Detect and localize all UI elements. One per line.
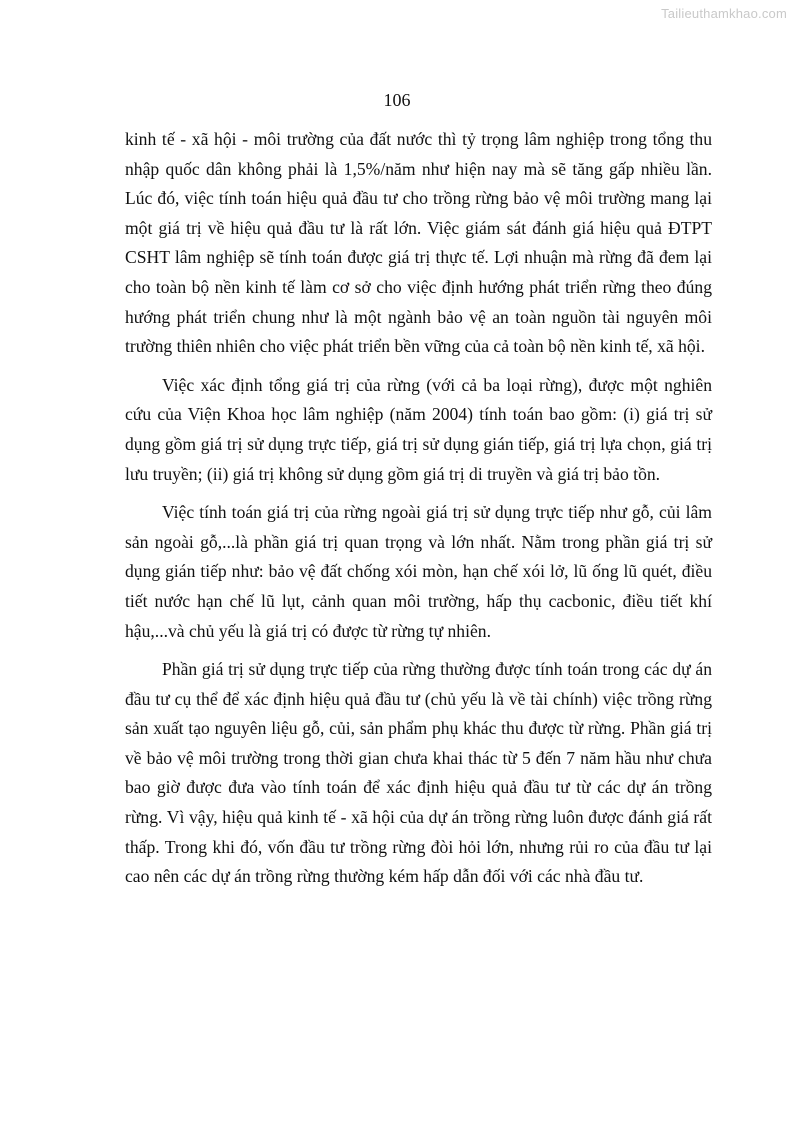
watermark-text: Tailieuthamkhao.com: [661, 6, 787, 21]
document-body: [125, 125, 712, 901]
paragraph-1: kinh tế - xã hội - môi trường của đất nước thì tỷ trọng lâm nghiệp trong tổng thu nhập quốc dân không phải là 1,5%/năm như hiện nay mà sẽ tăng gấp nhiều lần. Lúc đó, việc tính toán hiệu quả đầu tư cho trồng rừng bảo vệ môi trường mang lại một giá trị về hiệu quả đầu tư là rất lớn. Việc giám sát đánh giá hiệu quả ĐTPT CSHT lâm nghiệp sẽ tính toán được giá trị thực tế. Lợi nhuận mà rừng đã đem lại cho toàn bộ nền kinh tế làm cơ sở cho việc định hướng phát triển rừng theo đúng hướng phát triển chung như là một ngành bảo vệ an toàn nguồn tài nguyên môi trường thiên nhiên cho việc phát triển bền vững của cả toàn bộ nền kinh tế, xã hội.: [125, 129, 712, 357]
paragraph-4: Phần giá trị sử dụng trực tiếp của rừng thường được tính toán trong các dự án đầu tư cụ thể để xác định hiệu quả đầu tư (chủ yếu là về tài chính) việc trồng rừng sản xuất tạo nguyên liệu gỗ, củi, sản phẩm phụ khác thu được từ rừng. Phần giá trị về bảo vệ môi trường trong thời gian chưa khai thác từ 5 đến 7 năm hầu như chưa bao giờ được đưa vào tính toán để xác định hiệu quả đầu tư từ các dự án trồng rừng. Vì vậy, hiệu quả kinh tế - xã hội của dự án trồng rừng luôn được đánh giá rất thấp. Trong khi đó, vốn đầu tư trồng rừng đòi hỏi lớn, nhưng rủi ro của đầu tư lại cao nên các dự án trồng rừng thường kém hấp dẫn đối với các nhà đầu tư.: [125, 659, 712, 887]
paragraph-2: Việc xác định tổng giá trị của rừng (với cả ba loại rừng), được một nghiên cứu của Viện Khoa học lâm nghiệp (năm 2004) tính toán bao gồm: (i) giá trị sử dụng gồm giá trị sử dụng trực tiếp, giá trị sử dụng gián tiếp, giá trị lựa chọn, giá trị lưu truyền; (ii) giá trị không sử dụng gồm giá trị di truyền và giá trị bảo tồn.: [125, 374, 712, 484]
page-number: 106: [383, 90, 411, 110]
paragraph-3: Việc tính toán giá trị của rừng ngoài giá trị sử dụng trực tiếp như gỗ, củi lâm sản ngoài gỗ,...là phần giá trị quan trọng và lớn nhất. Nằm trong phần giá trị sử dụng gián tiếp như: bảo vệ đất chống xói mòn, hạn chế xói lở, lũ ống lũ quét, điều tiết nước hạn chế lũ lụt, cảnh quan môi trường, hấp thụ cacbonic, điều tiết khí hậu,...và chủ yếu là giá trị có được từ rừng tự nhiên.: [125, 502, 712, 641]
